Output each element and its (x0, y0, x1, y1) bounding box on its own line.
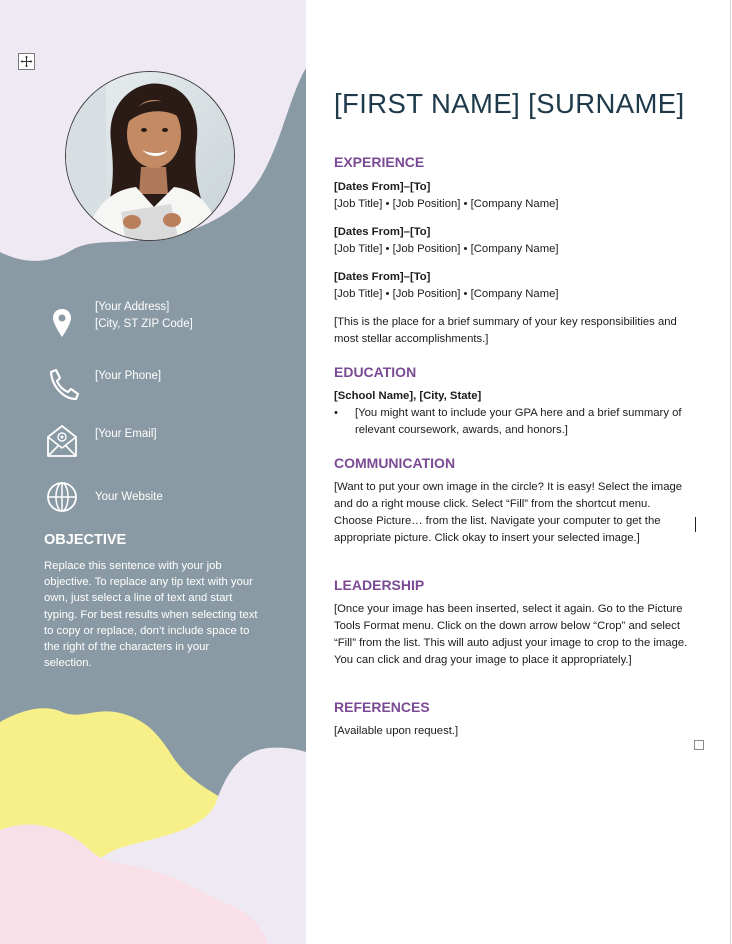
email-text: [Your Email] (95, 428, 157, 440)
email-icon (44, 423, 80, 459)
leadership-heading: LEADERSHIP (334, 577, 425, 593)
address-line-2: [City, ST ZIP Code] (95, 318, 193, 330)
references-heading: REFERENCES (334, 699, 430, 715)
experience-heading: EXPERIENCE (334, 154, 425, 170)
communication-heading: COMMUNICATION (334, 455, 456, 471)
experience-details: [Job Title] • [Job Position] • [Company Name] (334, 288, 559, 300)
website-text: Your Website (95, 491, 163, 503)
experience-summary[interactable]: [This is the place for a brief summary of your key responsibilities and most stellar accomplishments.] (334, 316, 677, 345)
full-name-heading[interactable]: [FIRST NAME] [SURNAME] (334, 88, 685, 119)
phone-icon (44, 366, 80, 402)
objective-text[interactable]: Replace this sentence with your job objective. To replace any tip text with your own, just select a line of text and start typing. For best results when selecting text to copy or replace, don’t include space to the right of the characters in your selection. (44, 560, 258, 670)
profile-photo[interactable] (65, 71, 235, 241)
experience-details: [Job Title] • [Job Position] • [Company Name] (334, 198, 559, 210)
experience-entry-1[interactable] (334, 179, 690, 213)
references-text[interactable]: [Available upon request.] (334, 725, 459, 737)
address-line-1: [Your Address] (95, 301, 170, 313)
text-cursor (695, 517, 696, 532)
sidebar (0, 0, 306, 944)
experience-dates: [Dates From]–[To] (334, 226, 431, 238)
experience-entry-3[interactable] (334, 269, 690, 303)
location-pin-icon (44, 304, 80, 340)
school-name: [School Name], [City, State] (334, 390, 482, 402)
leadership-text[interactable]: [Once your image has been inserted, select it again. Go to the Picture Tools Format menu. Click on the down arrow below “Crop” and select “Fill” from the list. This will auto adjust your image to crop to the image. You can click and drag your image to place it appropriately.] (334, 603, 688, 666)
end-of-cell-marker[interactable] (694, 740, 704, 750)
experience-dates: [Dates From]–[To] (334, 181, 431, 193)
education-heading: EDUCATION (334, 364, 417, 380)
bullet-dot: • (334, 407, 338, 419)
experience-entry-2[interactable] (334, 224, 690, 258)
globe-icon (44, 479, 80, 515)
phone-text: [Your Phone] (95, 370, 162, 382)
experience-details: [Job Title] • [Job Position] • [Company Name] (334, 243, 559, 255)
profile-photo-image (66, 72, 235, 241)
table-move-handle-icon[interactable] (18, 53, 35, 70)
education-school[interactable] (334, 388, 690, 405)
communication-text[interactable]: [Want to put your own image in the circle? It is easy! Select the image and do a right mouse click. Select “Fill” from the shortcut menu. Choose Picture… from the list. Navigate your computer to get the appropriate picture. Click okay to insert your selected image.] (334, 481, 683, 544)
experience-dates: [Dates From]–[To] (334, 271, 431, 283)
objective-heading: OBJECTIVE (44, 532, 127, 548)
education-bullet-text: [You might want to include your GPA here and a brief summary of relevant coursework, awards, and honors.] (355, 407, 682, 436)
page-right-edge (730, 0, 731, 944)
